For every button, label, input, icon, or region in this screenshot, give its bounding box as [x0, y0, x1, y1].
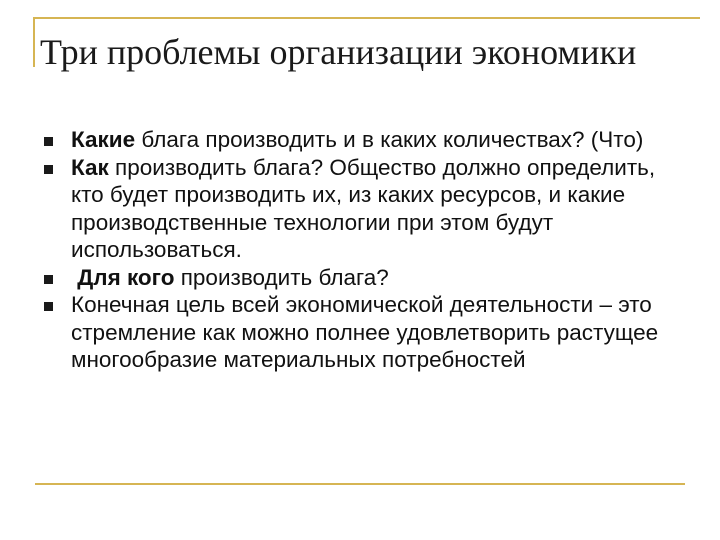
frame-top-line	[33, 17, 700, 19]
bullet-text: производить блага? Общество должно определить, кто будет производить их, из каких ресурсов, и какие производственные технологии при этом будут использоваться.	[71, 154, 656, 262]
frame-left-line	[33, 17, 35, 67]
bullet-item-what	[44, 126, 684, 154]
slide-title: Три проблемы организации экономики	[40, 32, 637, 72]
frame-bottom-line	[35, 483, 685, 485]
square-bullet-icon	[44, 302, 53, 311]
square-bullet-icon	[44, 165, 53, 174]
bullet-text: производить блага?	[174, 264, 389, 290]
bullet-item-for-whom	[44, 264, 684, 292]
bullet-item-how	[44, 154, 684, 264]
bullet-keyword: Как	[71, 154, 109, 180]
square-bullet-icon	[44, 275, 53, 284]
bullet-keyword: Какие	[71, 127, 136, 152]
bullet-text: Конечная цель всей экономической деятельности – это стремление как можно полнее удовлетворить растущее многообразие материальных потребностей	[71, 292, 659, 372]
bullet-list	[44, 126, 684, 374]
bullet-keyword: Для кого	[71, 264, 175, 290]
square-bullet-icon	[44, 137, 53, 146]
bullet-item-goal	[44, 291, 684, 374]
bullet-text: блага производить и в каких количествах? (Что)	[135, 127, 644, 152]
